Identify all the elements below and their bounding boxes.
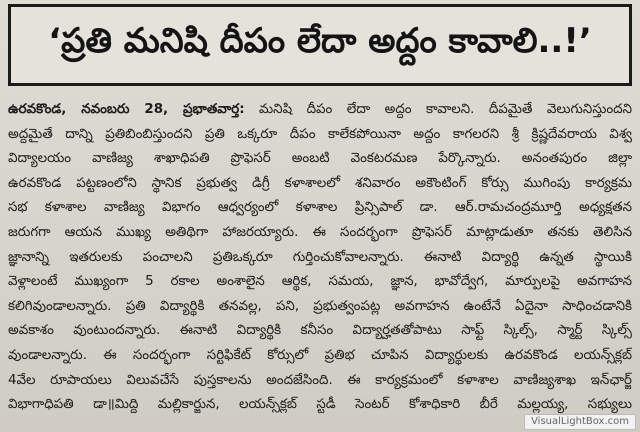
article-line: వుండాలన్నారు. ఈ సందర్భంగా సర్టిఫికేట్ కోర్సులో ప్రతిభ చూపిన విద్యార్థులకు ఉరవకొండ లయన్స్‌క్లబ్: [8, 347, 632, 363]
headline: ‘ప్రతి మనిషి దీపం లేదా అద్దం కావాలి..!’: [48, 21, 592, 61]
article-line: అద్దమైతే దాన్ని ప్రతిబింబిస్తుందని ప్రతి ఒక్కరూ దీపం కాలేకపోయినా అద్దం కాగలరని శ్రీ క్రిష్ణదేవరాయ విశ్వ: [8, 126, 632, 142]
article-line: [8, 98, 632, 123]
article-line: జ్ఞానాన్ని ఇతరులకు పంచాలని ప్రతిఒక్కరూ గుర్తించుకోవాలన్నారు. ఈనాటి విద్యార్థి ఉన్నత స్థాయికి: [8, 249, 632, 265]
article-line: కలిగివుండాలన్నారు. ప్రతి విద్యార్థికి తనవల్ల, పని, ప్రభుత్వంపట్ల అవగాహన ఉంటేనే ఏదైనా సాధించడానికి: [8, 298, 632, 314]
headline-box: [8, 4, 632, 86]
article-line: విద్యాలయం వాణిజ్య శాఖాధిపతి ప్రొఫెసర్ అంబటి వెంకటరమణ పేర్కొన్నారు. అనంతపురం జిల్లా: [8, 151, 632, 167]
article-line: సభ కళాశాల వాణిజ్య విభాగం ఆధ్వర్యంలో కళాశాల ప్రిన్సిపాల్ డా. ఆర్.రామచంద్రమూర్తి అధ్యక్షతన: [8, 200, 632, 216]
article-line: జరుగగా ఆయన ముఖ్య అతిథిగా హాజరయ్యారు. ఈ సందర్భంగా ప్రొఫెసర్ మాట్లాడుతూ తనకు తెలిసిన: [8, 224, 632, 240]
article-line: విభాగాధిపతి డా॥మిద్ది మల్లికార్జున, లయన్స్‌క్లబ్ స్టడీ సెంటర్ కోశాధికారి బీరే మల్లయ్య, సభ్యులు: [8, 397, 632, 413]
article-line: వెళ్లాలంటే ముఖ్యంగా 5 రకాల అంశాలైన ఆర్థిక, సమయ, జ్ఞాన, భావోద్వేగ, మార్పులపై అవగాహన: [8, 274, 632, 290]
article-line: అవకాశం వుంటుందన్నారు. ఈనాటి విద్యార్థికి కనీసం విద్యార్హతతోపాటు సాఫ్ట్ స్కిల్స్, స్మార్ట్ స్కిల్స్: [8, 323, 632, 339]
article-body: [8, 98, 632, 420]
article-line-text: మనిషి దీపం లేదా అద్దం కావాలని. దీపమైతే వెలుగునిస్తుందని: [244, 102, 632, 117]
article-line: 4వేల రూపాయలు విలువచేసే పుస్తకాలను అందజేసింది. ఈ కార్యక్రమంలో కళాశాల వాణిజ్యశాఖ ఇన్‌ఛార్జ్: [8, 372, 632, 388]
article-line: ఉరవకొండ పట్టణంలోని స్థానిక ప్రభుత్వ డిగ్రీ కళాశాలలో శనివారం అకౌంటింగ్ కోర్సు ముగింపు కార్యక్రమ: [8, 175, 632, 191]
dateline: ఉరవకొండ, నవంబరు 28, ప్రభాతవార్త:: [8, 102, 245, 117]
watermark: VisualLightBox.com: [524, 414, 636, 430]
